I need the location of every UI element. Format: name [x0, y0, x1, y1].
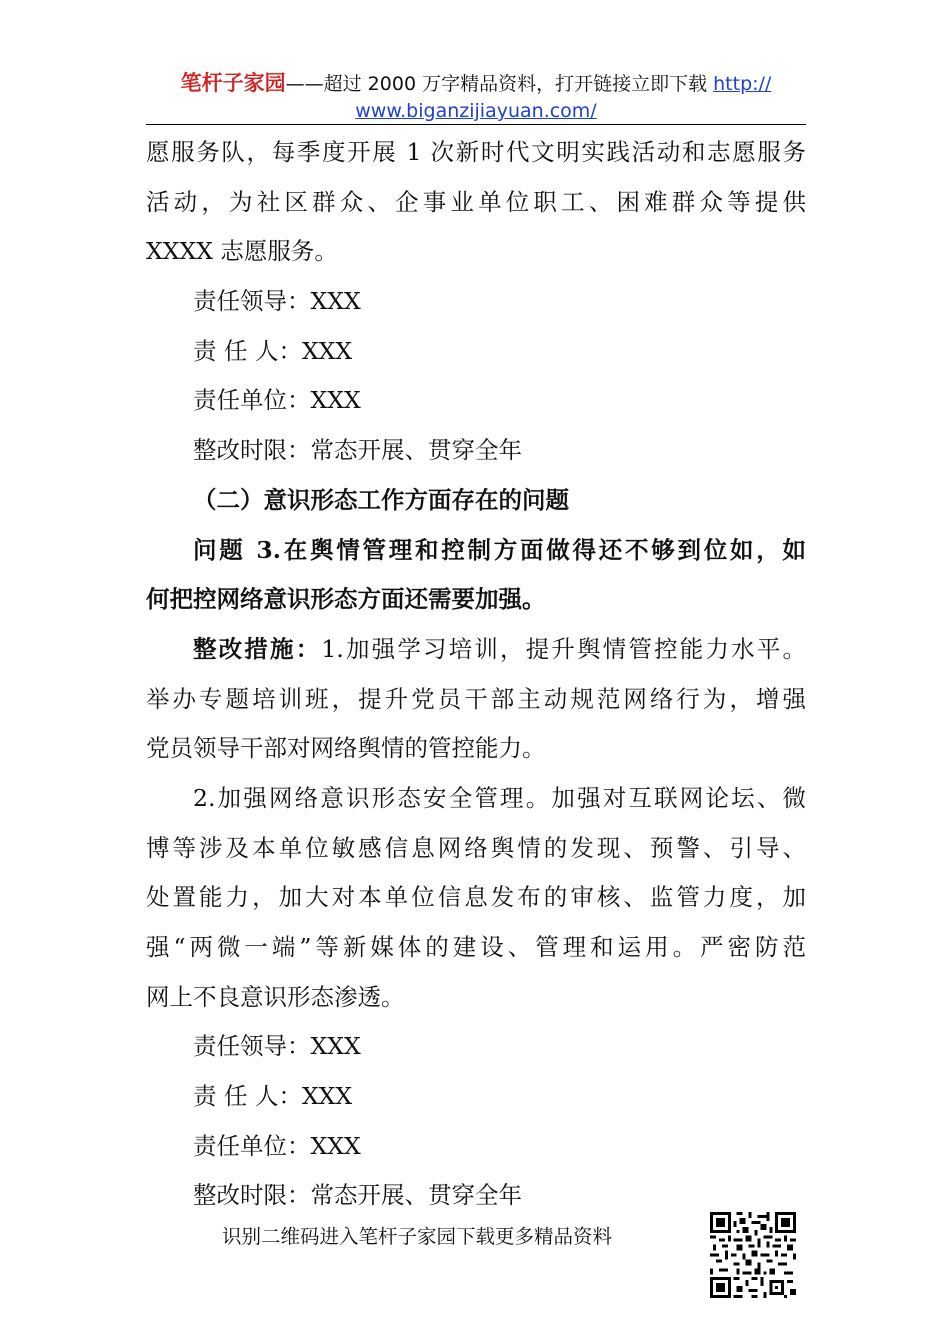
- qr-code-icon[interactable]: [710, 1212, 796, 1298]
- responsible-leader: 责任领导：XXX: [193, 287, 361, 316]
- header-divider: [146, 124, 806, 125]
- rectification-deadline: 整改时限：常态开展、贯穿全年: [193, 436, 522, 465]
- document-body: [146, 128, 806, 1221]
- paragraph-line: 举办专题培训班，提升党员干部主动规范网络行为，增强: [146, 684, 806, 713]
- measures-line: [146, 625, 806, 675]
- rectification-deadline: 整改时限：常态开展、贯穿全年: [193, 1181, 522, 1210]
- download-link-part2[interactable]: www.biganzijiayuan.com/: [355, 100, 597, 122]
- header-tagline: ——超过 2000 万字精品资料，打开链接立即下载: [285, 73, 714, 95]
- paragraph-line: 网上不良意识形态渗透。: [146, 982, 405, 1011]
- responsible-person: 责 任 人：XXX: [193, 1082, 353, 1111]
- section-heading: （二）意识形态工作方面存在的问题: [193, 485, 569, 514]
- download-link-part1[interactable]: http://: [713, 73, 772, 95]
- paragraph-line: XXXX 志愿服务。: [146, 237, 338, 266]
- paragraph-line: 处置能力，加大对本单位信息发布的审核、监管力度，加: [146, 883, 806, 912]
- responsible-unit: 责任单位：XXX: [193, 1131, 361, 1160]
- paragraph-line: 党员领导干部对网络舆情的管控能力。: [146, 734, 546, 763]
- paragraph-line: 强“两微一端”等新媒体的建设、管理和运用。严密防范: [146, 933, 806, 961]
- responsible-person: 责 任 人：XXX: [193, 336, 353, 365]
- responsible-leader: 责任领导：XXX: [193, 1032, 361, 1061]
- page-header: [146, 70, 806, 125]
- responsible-unit: 责任单位：XXX: [193, 386, 361, 415]
- paragraph-line: 博等涉及本单位敏感信息网络舆情的发现、预警、引导、: [146, 833, 806, 862]
- header-line-1: [146, 70, 806, 98]
- footer-caption: 识别二维码进入笔杆子家园下载更多精品资料: [222, 1225, 613, 1248]
- paragraph-line: 2.加强网络意识形态安全管理。加强对互联网论坛、微: [193, 783, 806, 812]
- problem-heading-line: 问题 3.在舆情管理和控制方面做得还不够到位如，如: [193, 535, 806, 564]
- measures-text: 1.加强学习培训，提升舆情管控能力水平。: [321, 634, 807, 663]
- problem-heading-line: 何把控网络意识形态方面还需要加强。: [146, 585, 546, 614]
- header-line-2: [146, 98, 806, 125]
- brand-name: 笔杆子家园: [180, 71, 286, 95]
- paragraph-line: 愿服务队，每季度开展 1 次新时代文明实践活动和志愿服务: [146, 138, 806, 166]
- measures-label: 整改措施：: [193, 634, 322, 663]
- paragraph-line: 活动，为社区群众、企事业单位职工、困难群众等提供: [146, 187, 806, 216]
